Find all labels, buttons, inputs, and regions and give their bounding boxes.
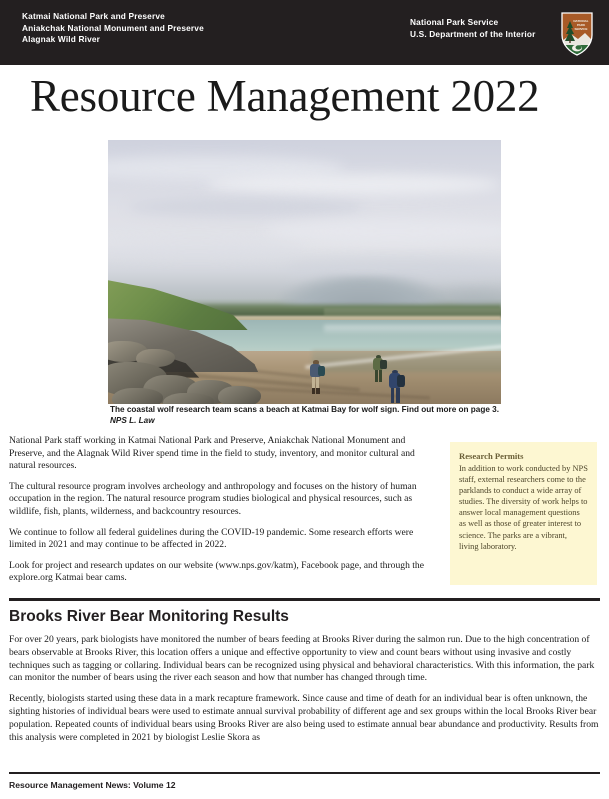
park-names-block bbox=[22, 11, 204, 46]
agency-block bbox=[410, 17, 535, 40]
researcher-figure bbox=[385, 370, 409, 404]
section-divider bbox=[9, 598, 600, 601]
research-permits-title: Research Permits bbox=[459, 451, 524, 461]
agency-line-1: National Park Service bbox=[410, 17, 499, 27]
intro-paragraph: The cultural resource program involves archeology and anthropology and focuses on the history of human occupation in the region. The natural resource program studies biological and physical resources, such as wildlife, fish, plants, wilderness, and backcountry resources. bbox=[9, 480, 417, 517]
park-name-line-3: Alagnak Wild River bbox=[22, 34, 101, 45]
intro-body bbox=[9, 435, 441, 593]
photo-credit: NPS L. Law bbox=[110, 416, 155, 425]
section-paragraph: Recently, biologists started using these data in a mark recapture framework. Since cause and time of death for an individual bear is often unknown, the sighting histories of individual bears were used to estimate annual survival probability of different age and sex groups within the local Brooks River bear population. Repeated counts of individual bears using Brooks River are also being used to estimate annual bear abundance and productivity. Results from this analysis were completed in 2021 by biologist Leslie Skora as bbox=[9, 693, 599, 743]
photo-caption bbox=[110, 404, 499, 426]
page-title: Resource Management 2022 bbox=[30, 71, 540, 121]
svg-text:SERVICE: SERVICE bbox=[574, 27, 588, 31]
section-body bbox=[9, 634, 601, 752]
section-heading-brooks-river: Brooks River Bear Monitoring Results bbox=[9, 608, 289, 625]
intro-paragraph: National Park staff working in Katmai National Park and Preserve, Aniakchak National Monument and Preserve, and the Alagnak Wild River spend time in the field to study, inventory, and monitor cultural and natural resources. bbox=[9, 435, 415, 472]
park-name-line-1: Katmai National Park and Preserve bbox=[22, 11, 165, 21]
intro-paragraph: Look for project and research updates on our website (www.nps.gov/katm), Facebook page, and through the explore.org Katmai bear cams. bbox=[9, 559, 424, 584]
katmai-bay-beach-photo bbox=[108, 140, 501, 404]
footer-divider bbox=[9, 772, 600, 774]
footer-text: Resource Management News: Volume 12 bbox=[9, 780, 176, 790]
research-permits-sidebar bbox=[450, 442, 597, 585]
research-permits-body: In addition to work conducted by NPS staff, external researchers come to the parklands to conduct a wide array of studies. The diversity of work helps to answer local management questions as well as those of greater interest to science. The parks are a vibrant, living laboratory. bbox=[459, 464, 588, 551]
nps-arrowhead-icon bbox=[558, 11, 596, 57]
section-paragraph: For over 20 years, park biologists have monitored the number of bears feeding at Brooks River during the salmon run. Due to the high concentration of bears observable at Brooks River, this location offers a unique and effective opportunity to view and count bears without using invasive and costly techniques such as tagging or collaring. Individual bears can be recognized using physical and behavioral characteristics. With this information, the park can monitor the number of bears using the river each season and how that number has changed through time. bbox=[9, 634, 595, 684]
researcher-figure bbox=[306, 360, 328, 394]
svg-text:PARK: PARK bbox=[576, 23, 586, 27]
agency-line-2: U.S. Department of the Interior bbox=[410, 28, 536, 39]
photo-caption-text: The coastal wolf research team scans a beach at Katmai Bay for wolf sign. Find out more on page 3. bbox=[110, 405, 500, 414]
intro-paragraph: We continue to follow all federal guidelines during the COVID-19 pandemic. Some research efforts were limited in 2021 and may continue to be affected in 2022. bbox=[9, 526, 414, 551]
svg-text:NATIONAL: NATIONAL bbox=[573, 19, 589, 23]
park-name-line-2: Aniakchak National Monument and Preserve bbox=[22, 22, 204, 33]
